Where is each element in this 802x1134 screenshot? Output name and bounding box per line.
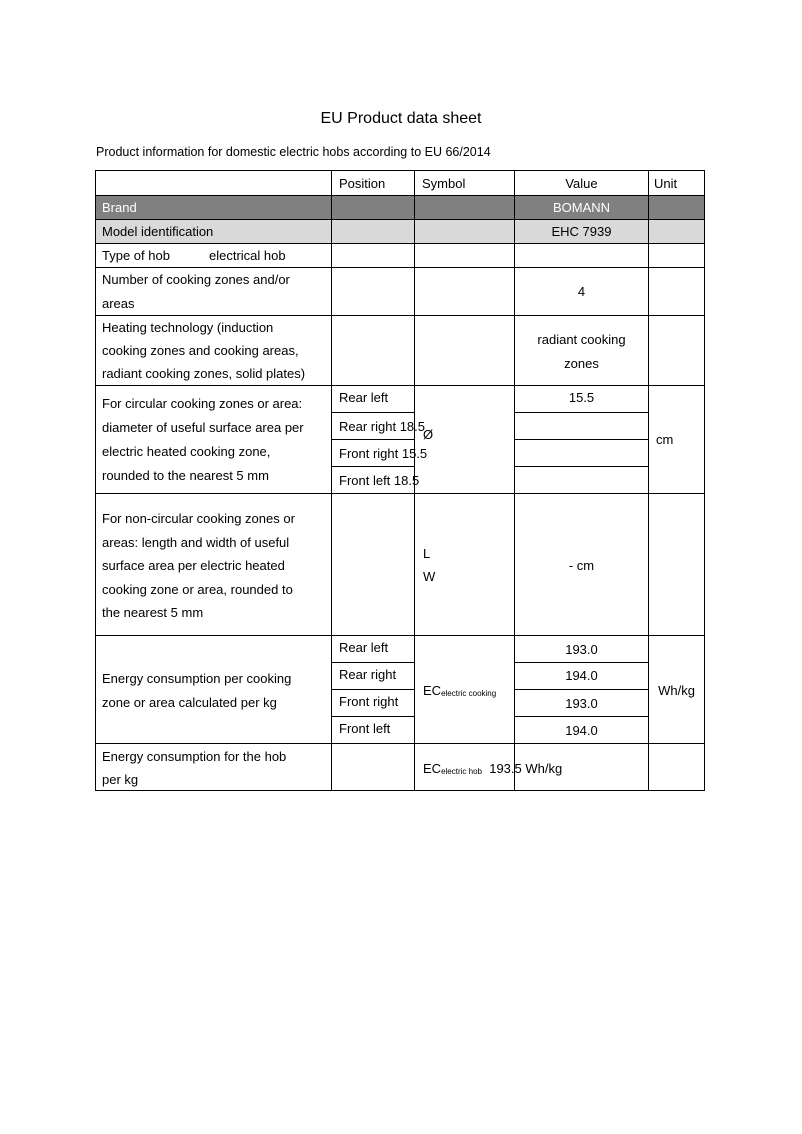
type-label-cell (95, 243, 332, 268)
model-label-cell (95, 219, 332, 244)
noncircular-label-line: areas: length and width of useful (102, 535, 290, 550)
zones-value: 4 (577, 284, 586, 299)
width-symbol: W (423, 569, 436, 584)
header-value (514, 170, 649, 196)
circular-value: 15.5 (568, 390, 595, 405)
heating-value-line: radiant cooking (537, 332, 626, 347)
ec-subscript: electric cooking (441, 689, 497, 698)
brand-unit-cell (648, 195, 705, 220)
ec-symbol: EC (423, 683, 442, 698)
noncircular-label-cell (95, 493, 332, 636)
header-symbol (414, 170, 515, 196)
empty-cell (414, 315, 515, 386)
header-unit (648, 170, 705, 196)
noncircular-value: - cm (568, 558, 595, 573)
circular-position: Rear right 18.5 (339, 419, 425, 434)
zones-label-cell (95, 267, 332, 316)
heating-label-cell (95, 315, 332, 386)
circular-value-cell (514, 439, 649, 467)
circular-position-cell (331, 466, 420, 494)
diameter-symbol: Ø (423, 427, 434, 442)
ec-subscript: electric hob (441, 767, 482, 776)
empty-cell (648, 267, 705, 316)
energy-zone-label-cell (95, 635, 332, 744)
energy-position-cell (331, 716, 415, 744)
model-label: Model identification (102, 224, 214, 239)
header-unit-label: Unit (654, 176, 678, 191)
heating-label-line: cooking zones and cooking areas, (102, 343, 299, 358)
energy-hob-label-cell (95, 743, 332, 791)
energy-position: Rear left (339, 640, 389, 655)
empty-cell (331, 493, 415, 636)
brand-value-cell (514, 195, 649, 220)
heating-label-line: radiant cooking zones, solid plates) (102, 366, 306, 381)
energy-value: 194.0 (565, 668, 598, 683)
brand-position-cell (331, 195, 415, 220)
circular-position-cell (331, 439, 428, 467)
empty-cell (331, 743, 415, 791)
circular-label-line: diameter of useful surface area per (102, 420, 304, 435)
energy-hob-label-line: per kg (102, 772, 139, 787)
empty-cell (331, 243, 415, 268)
model-position-cell (331, 219, 415, 244)
energy-value-cell (514, 716, 649, 744)
energy-value-cell (514, 689, 649, 717)
noncircular-label-line: cooking zone or area, rounded to (102, 582, 293, 597)
energy-zone-label-line: zone or area calculated per kg (102, 695, 277, 710)
subtitle: Product information for domestic electric hobs according to EU 66/2014 (96, 145, 491, 159)
heating-value-line: zones (564, 356, 599, 371)
empty-cell (648, 493, 705, 636)
empty-cell (414, 243, 515, 268)
energy-zone-unit: Wh/kg (658, 683, 695, 698)
header-cell-empty (95, 170, 332, 196)
energy-value-cell (514, 635, 649, 663)
zones-label-line: areas (102, 296, 135, 311)
noncircular-label-line: the nearest 5 mm (102, 605, 204, 620)
type-value: electrical hob (209, 248, 286, 263)
circular-label-line: rounded to the nearest 5 mm (102, 468, 269, 483)
energy-zone-unit-cell (648, 635, 705, 744)
circular-position: Rear left (339, 390, 389, 405)
zones-label-line: Number of cooking zones and/or (102, 272, 290, 287)
circular-label-line: electric heated cooking zone, (102, 444, 271, 459)
energy-position-cell (331, 689, 415, 717)
model-symbol-cell (414, 219, 515, 244)
header-value-label: Value (565, 176, 598, 191)
circular-value-cell (514, 412, 649, 440)
circular-position: Front right 15.5 (339, 446, 428, 461)
energy-value: 193.0 (565, 642, 598, 657)
circular-value-cell (514, 466, 649, 494)
empty-cell (514, 243, 649, 268)
energy-zone-label-line: Energy consumption per cooking (102, 671, 292, 686)
brand-value: BOMANN (552, 200, 611, 215)
empty-cell (648, 243, 705, 268)
circular-symbol-cell (414, 385, 515, 494)
length-symbol: L (423, 546, 431, 561)
model-value-cell (514, 219, 649, 244)
circular-unit: cm (656, 432, 674, 447)
heating-label-line: Heating technology (induction (102, 320, 274, 335)
empty-cell (414, 267, 515, 316)
circular-position-cell (331, 385, 415, 413)
circular-position-cell (331, 412, 425, 440)
model-unit-cell (648, 219, 705, 244)
empty-cell (648, 743, 705, 791)
energy-value: 194.0 (565, 723, 598, 738)
brand-symbol-cell (414, 195, 515, 220)
energy-hob-label-line: Energy consumption for the hob (102, 749, 287, 764)
noncircular-symbol-cell (414, 493, 515, 636)
circular-label-line: For circular cooking zones or area: (102, 396, 303, 411)
circular-position: Front left 18.5 (339, 473, 420, 488)
empty-cell (331, 267, 415, 316)
energy-zone-symbol-cell (414, 635, 515, 744)
noncircular-value-cell (514, 493, 649, 636)
empty-cell (331, 315, 415, 386)
header-symbol-label: Symbol (422, 176, 466, 191)
header-position-label: Position (339, 176, 386, 191)
energy-position-cell (331, 635, 415, 663)
energy-position-cell (331, 662, 415, 690)
energy-position: Front right (339, 694, 399, 709)
circular-label-cell (95, 385, 332, 494)
zones-value-cell (514, 267, 649, 316)
type-label: Type of hob (102, 248, 170, 263)
ec-symbol: EC (423, 761, 442, 776)
page-title: EU Product data sheet (320, 110, 482, 127)
circular-unit-cell (648, 385, 705, 494)
heating-value-cell (514, 315, 649, 386)
noncircular-label-line: surface area per electric heated (102, 558, 285, 573)
energy-value: 193.0 (565, 696, 598, 711)
energy-position: Front left (339, 721, 391, 736)
brand-label-cell (95, 195, 332, 220)
brand-label: Brand (102, 200, 137, 215)
energy-value-cell (514, 662, 649, 690)
energy-hob-value: 193.5 Wh/kg (489, 761, 563, 776)
empty-cell (648, 315, 705, 386)
circular-value-cell (514, 385, 649, 413)
energy-position: Rear right (339, 667, 397, 682)
energy-hob-symbol-cell (414, 743, 563, 791)
noncircular-label-line: For non-circular cooking zones or (102, 511, 295, 526)
header-position (331, 170, 415, 196)
model-value: EHC 7939 (551, 224, 612, 239)
